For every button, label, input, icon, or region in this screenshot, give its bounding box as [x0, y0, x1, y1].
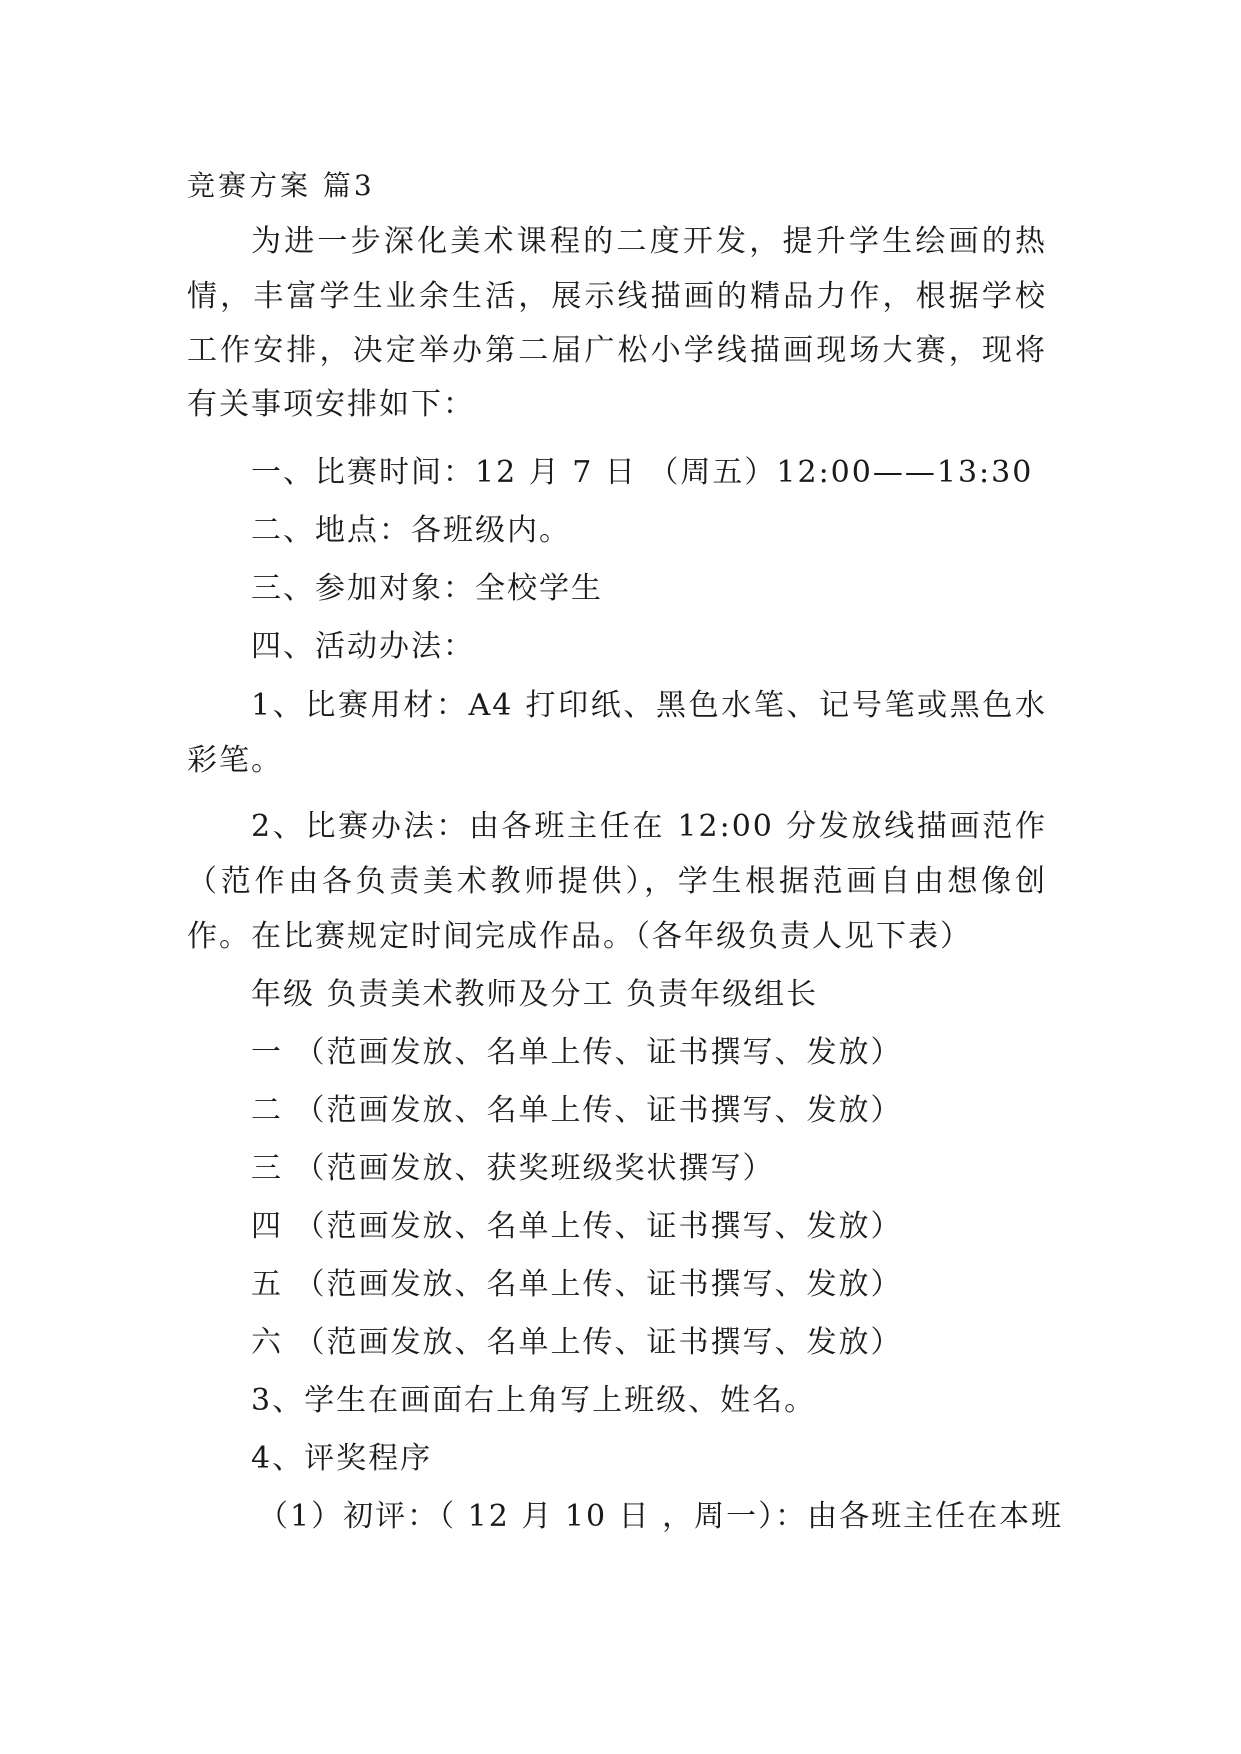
section-time: 一、比赛时间：12 月 7 日 （周五）12:00——13:30 — [251, 455, 1034, 490]
paragraph-line: 彩笔。 — [187, 743, 283, 778]
paragraph-line: 3、学生在画面右上角写上班级、姓名。 — [251, 1383, 817, 1418]
section-location: 二、地点：各班级内。 — [251, 513, 571, 548]
grade-row: 三 （范画发放、获奖班级奖状撰写） — [251, 1151, 775, 1186]
grade-row: 四 （范画发放、名单上传、证书撰写、发放） — [251, 1209, 903, 1244]
grade-row: 五 （范画发放、名单上传、证书撰写、发放） — [251, 1267, 903, 1302]
paragraph-line: 4、评奖程序 — [251, 1441, 433, 1476]
paragraph-line: 工作安排，决定举办第二届广松小学线描画现场大赛，现将 — [187, 333, 1047, 368]
paragraph-line: （范作由各负责美术教师提供），学生根据范画自由想像创 — [187, 864, 1047, 899]
paragraph-line: （1）初评：（ 12 月 10 日 ，周一）：由各班主任在本班 — [258, 1499, 1064, 1534]
section-methods-heading: 四、活动办法： — [251, 629, 475, 664]
paragraph-line: 1、比赛用材：A4 打印纸、黑色水笔、记号笔或黑色水 — [251, 688, 1047, 723]
paragraph-line: 作。在比赛规定时间完成作品。（各年级负责人见下表） — [187, 919, 972, 954]
document-title: 竞赛方案 篇3 — [187, 169, 375, 202]
paragraph-line: 有关事项安排如下： — [187, 387, 475, 422]
grade-row: 六 （范画发放、名单上传、证书撰写、发放） — [251, 1325, 903, 1360]
section-participants: 三、参加对象：全校学生 — [251, 571, 603, 606]
grade-row: 一 （范画发放、名单上传、证书撰写、发放） — [251, 1035, 903, 1070]
paragraph-line: 为进一步深化美术课程的二度开发，提升学生绘画的热 — [251, 224, 1047, 259]
table-header-line: 年级 负责美术教师及分工 负责年级组长 — [251, 977, 819, 1012]
paragraph-line: 情，丰富学生业余生活，展示线描画的精品力作，根据学校 — [187, 279, 1047, 314]
paragraph-line: 2、比赛办法：由各班主任在 12:00 分发放线描画范作 — [251, 809, 1047, 844]
grade-row: 二 （范画发放、名单上传、证书撰写、发放） — [251, 1093, 903, 1128]
